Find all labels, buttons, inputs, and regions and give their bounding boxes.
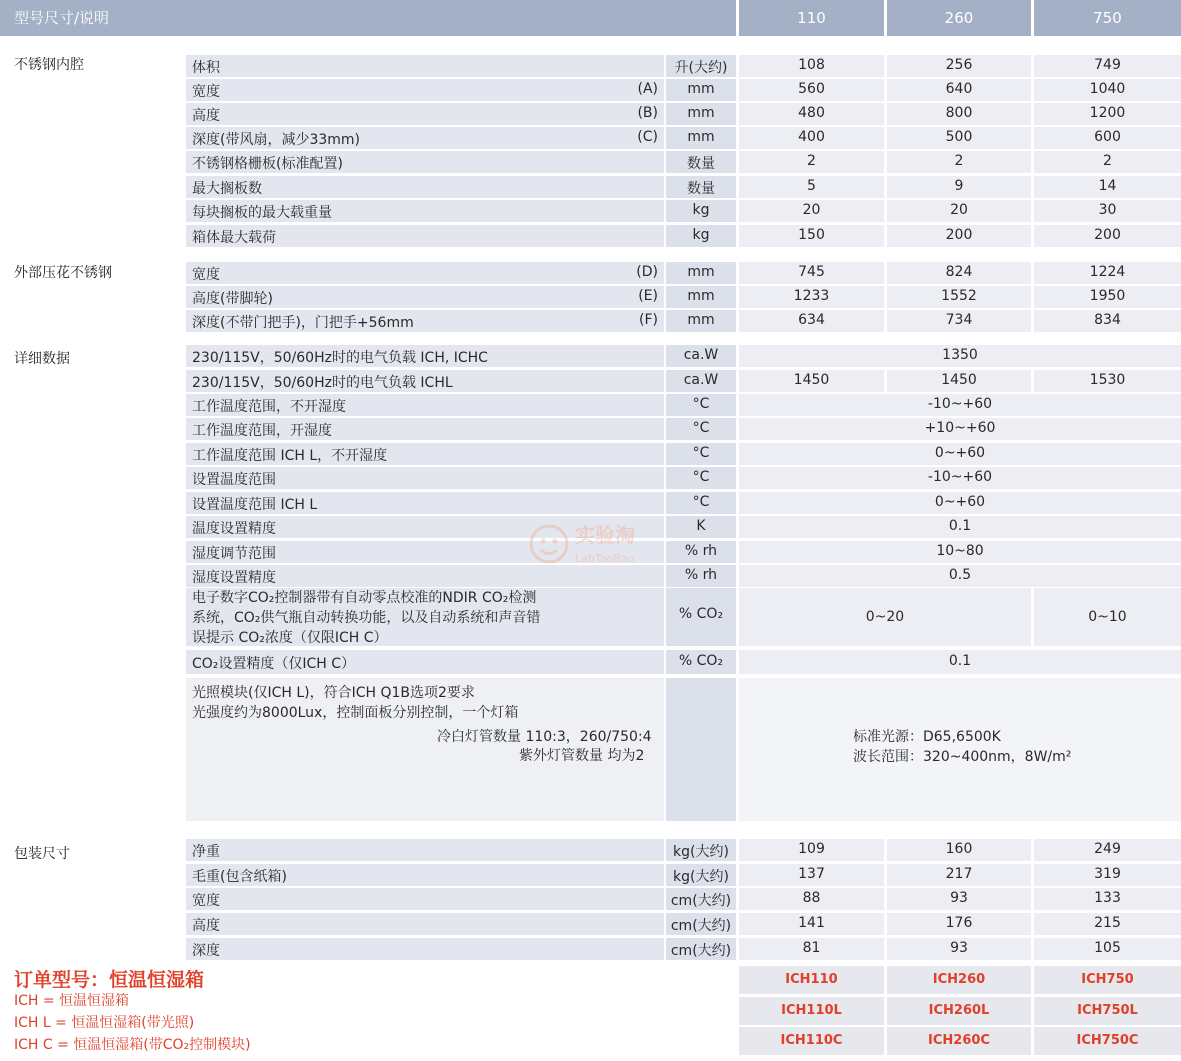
row-value-t2: +10~+60 [924, 420, 996, 436]
row-value-grid-110: 2 [807, 153, 816, 169]
row-label-volume: 体积 [192, 60, 220, 76]
row-unit-net: kg(大约) [673, 844, 729, 860]
row-label-net: 净重 [192, 844, 220, 860]
row-value-ext_depth-260: 734 [945, 312, 973, 328]
row-value-gross-260: 217 [945, 866, 973, 882]
light-line4: 紫外灯管数量 均为2 [519, 748, 645, 764]
watermark-text-cn: 实验淘 [575, 523, 635, 547]
co2acc-value: 0.1 [948, 653, 972, 669]
order-code-2-1: ICH260C [887, 1027, 1031, 1055]
order-code-1-1: ICH260L [887, 997, 1031, 1025]
row-value-shelves-750: 14 [1098, 178, 1117, 194]
row-value-power1: 1350 [942, 347, 978, 363]
row-unit-pdepth: cm(大约) [670, 943, 732, 959]
row-value-pwidth-110: 88 [802, 890, 821, 906]
row-ref-ext_height: (E) [638, 288, 658, 304]
order-code-1-2: ICH750L [1034, 997, 1181, 1025]
row-label-t3: 工作温度范围 ICH L，不开湿度 [192, 448, 388, 464]
row-value-ext_depth-750: 834 [1094, 312, 1121, 328]
row-unit-t2: °C [692, 420, 710, 436]
labtaobao-watermark-logo [527, 512, 677, 572]
row-unit-h1: % rh [684, 543, 718, 559]
co2-label-line3: 误提示 CO₂浓度（仅限ICH C） [192, 630, 388, 646]
light-line3: 冷白灯管数量 110:3，260/750:4 [437, 729, 652, 745]
row-value-grid-260: 2 [954, 153, 964, 169]
row-value-t6: 0.1 [948, 518, 972, 534]
row-value-shelf_load-750: 30 [1098, 202, 1117, 218]
co2-unit: % CO₂ [678, 606, 724, 622]
row-unit-t4: °C [692, 469, 710, 485]
row-unit-t3: °C [692, 445, 710, 461]
row-unit-t1: °C [692, 396, 710, 412]
order-code-0-1: ICH260 [887, 966, 1031, 994]
co2acc-label: CO₂设置精度（仅ICH C） [192, 656, 356, 672]
section-exterior: 外部压花不锈钢 [14, 265, 112, 281]
row-label-h1: 湿度调节范围 [192, 546, 276, 562]
header-model-260: 260 [944, 9, 974, 27]
row-value-net-750: 249 [1094, 841, 1121, 857]
row-bg-pwidth [186, 888, 664, 910]
order-code-2-2: ICH750C [1034, 1027, 1181, 1055]
light-right1: 标准光源：D65,6500K [853, 729, 1001, 745]
co2-value-750: 0~10 [1088, 609, 1127, 625]
row-unit-depth: mm [687, 129, 715, 145]
row-label-gross: 毛重(包含纸箱) [192, 869, 287, 885]
row-value-pdepth-260: 93 [950, 940, 968, 956]
row-value-ext_width-260: 824 [945, 264, 973, 280]
row-unit-t6: K [696, 518, 706, 534]
row-label-ext_depth: 深度(不带门把手)，门把手+56mm [192, 315, 414, 331]
row-bg-pheight [186, 913, 664, 935]
row-unit-pheight: cm(大约) [670, 918, 732, 934]
row-unit-max_load: kg [692, 227, 710, 243]
row-label-t4: 设置温度范围 [192, 472, 276, 488]
row-label-ext_height: 高度(带脚轮) [192, 291, 273, 307]
row-value-shelf_load-260: 20 [950, 202, 968, 218]
row-value-pheight-260: 176 [945, 915, 973, 931]
row-label-pdepth: 深度 [192, 943, 220, 959]
row-unit-power2: ca.W [683, 372, 719, 388]
row-unit-t5: °C [692, 494, 710, 510]
row-ref-ext_depth: (F) [639, 312, 658, 328]
co2-label-line2: 系统，CO₂供气瓶自动转换功能，以及自动系统和声音错 [192, 610, 541, 626]
order-line-ichc: ICH C = 恒温恒湿箱(带CO₂控制模块) [14, 1037, 251, 1053]
row-value-gross-750: 319 [1094, 866, 1121, 882]
row-bg-pdepth [186, 938, 664, 960]
light-unit-bg [666, 678, 736, 821]
row-label-power1: 230/115V，50/60Hz时的电气负载 ICH, ICHC [192, 350, 488, 366]
row-unit-power1: ca.W [683, 347, 719, 363]
section-details: 详细数据 [14, 351, 70, 367]
watermark-text-en: LabTaoBao [575, 552, 635, 565]
row-unit-ext_width: mm [687, 264, 715, 280]
row-value-pdepth-110: 81 [802, 940, 821, 956]
row-value-ext_height-260: 1552 [941, 288, 977, 304]
row-label-t2: 工作温度范围，开湿度 [192, 423, 332, 439]
row-value-volume-750: 749 [1094, 57, 1121, 73]
light-right2: 波长范围：320~400nm，8W/m² [853, 749, 1072, 765]
row-value-power2-260: 1450 [941, 372, 977, 388]
row-value-pwidth-260: 93 [950, 890, 968, 906]
order-line-ich: ICH = 恒温恒湿箱 [14, 993, 130, 1009]
row-label-width: 宽度 [192, 84, 220, 100]
row-unit-gross: kg(大约) [673, 869, 729, 885]
co2acc-unit: % CO₂ [678, 653, 724, 669]
row-label-height: 高度 [192, 108, 220, 124]
row-value-t5: 0~+60 [934, 494, 986, 510]
row-value-h1: 10~80 [936, 543, 984, 559]
row-bg-height [186, 103, 664, 125]
row-value-ext_depth-110: 634 [798, 312, 825, 328]
row-value-ext_height-750: 1950 [1089, 288, 1126, 304]
row-value-gross-110: 137 [798, 866, 825, 882]
row-value-width-260: 640 [945, 81, 973, 97]
row-label-t1: 工作温度范围，不开湿度 [192, 399, 346, 415]
light-line2: 光强度约为8000Lux，控制面板分别控制，一个灯箱 [192, 705, 519, 721]
row-label-h2: 湿度设置精度 [192, 570, 276, 586]
row-unit-ext_depth: mm [687, 312, 715, 328]
row-value-height-110: 480 [798, 105, 825, 121]
row-unit-height: mm [687, 105, 715, 121]
header-title: 型号尺寸/说明 [14, 9, 110, 27]
row-value-max_load-110: 150 [798, 227, 825, 243]
row-value-pheight-750: 215 [1094, 915, 1121, 931]
order-code-0-2: ICH750 [1034, 966, 1181, 994]
light-line1: 光照模块(仅ICH L)，符合ICH Q1B选项2要求 [192, 685, 475, 701]
row-unit-pwidth: cm(大约) [670, 893, 732, 909]
row-unit-shelf_load: kg [692, 202, 710, 218]
row-value-height-260: 800 [945, 105, 973, 121]
row-unit-grid: 数量 [687, 156, 715, 172]
row-label-power2: 230/115V，50/60Hz时的电气负载 ICHL [192, 375, 453, 391]
order-line-ichl: ICH L = 恒温恒湿箱(带光照) [14, 1015, 195, 1031]
row-value-shelves-110: 5 [807, 178, 816, 194]
header-model-110: 110 [797, 9, 826, 27]
row-value-depth-750: 600 [1094, 129, 1121, 145]
row-unit-width: mm [687, 81, 715, 97]
row-value-width-110: 560 [798, 81, 825, 97]
row-label-max_load: 箱体最大载荷 [192, 230, 276, 246]
section-chamber: 不锈钢内腔 [14, 57, 84, 73]
row-label-pheight: 高度 [192, 918, 220, 934]
row-value-ext_width-750: 1224 [1089, 264, 1126, 280]
row-value-power2-110: 1450 [793, 372, 830, 388]
header-title-band [0, 0, 736, 36]
row-value-shelves-260: 9 [954, 178, 964, 194]
order-code-1-0: ICH110L [739, 997, 884, 1025]
row-unit-shelves: 数量 [687, 181, 715, 197]
row-unit-volume: 升(大约) [674, 60, 728, 76]
row-label-grid: 不锈钢格栅板(标准配置) [192, 156, 343, 172]
row-unit-ext_height: mm [687, 288, 715, 304]
row-bg-width [186, 79, 664, 101]
row-label-t6: 温度设置精度 [192, 521, 276, 537]
order-code-0-0: ICH110 [739, 966, 884, 994]
row-value-t3: 0~+60 [934, 445, 986, 461]
row-value-shelf_load-110: 20 [802, 202, 821, 218]
row-ref-ext_width: (D) [636, 264, 658, 280]
row-unit-h2: % rh [684, 567, 718, 583]
order-code-2-0: ICH110C [739, 1027, 884, 1055]
order-title: 订单型号：恒温恒湿箱 [14, 969, 205, 991]
row-value-power2-750: 1530 [1089, 372, 1126, 388]
row-value-h2: 0.5 [948, 567, 972, 583]
row-bg-net [186, 839, 664, 861]
row-ref-depth: (C) [637, 129, 658, 145]
row-ref-width: (A) [637, 81, 658, 97]
header-model-750: 750 [1093, 9, 1122, 27]
row-value-ext_width-110: 745 [798, 264, 825, 280]
row-label-t5: 设置温度范围 ICH L [192, 497, 318, 513]
row-value-volume-260: 256 [945, 57, 973, 73]
row-value-net-260: 160 [945, 841, 973, 857]
row-bg-ext_width [186, 262, 664, 284]
row-value-grid-750: 2 [1103, 153, 1112, 169]
row-value-max_load-750: 200 [1094, 227, 1121, 243]
section-packing: 包装尺寸 [14, 846, 70, 862]
row-value-max_load-260: 200 [945, 227, 973, 243]
row-value-volume-110: 108 [798, 57, 825, 73]
row-value-depth-260: 500 [945, 129, 973, 145]
row-value-width-750: 1040 [1089, 81, 1126, 97]
row-value-net-110: 109 [798, 841, 825, 857]
co2-value-110-260: 0~20 [865, 609, 905, 625]
row-value-depth-110: 400 [798, 129, 825, 145]
row-value-t4: -10~+60 [927, 469, 993, 485]
row-value-t1: -10~+60 [927, 396, 993, 412]
row-label-pwidth: 宽度 [192, 893, 220, 909]
row-label-depth: 深度(带风扇，减少33mm) [192, 132, 361, 148]
row-label-shelves: 最大搁板数 [192, 181, 262, 197]
row-bg-volume [186, 55, 664, 77]
row-label-shelf_load: 每块搁板的最大载重量 [192, 205, 332, 221]
row-value-ext_height-110: 1233 [793, 288, 830, 304]
row-ref-height: (B) [637, 105, 658, 121]
row-value-pdepth-750: 105 [1094, 940, 1121, 956]
row-value-pwidth-750: 133 [1094, 890, 1121, 906]
row-label-ext_width: 宽度 [192, 267, 220, 283]
row-value-height-750: 1200 [1089, 105, 1126, 121]
co2-label-line1: 电子数字CO₂控制器带有自动零点校准的NDIR CO₂检测 [192, 590, 537, 606]
row-value-pheight-110: 141 [798, 915, 825, 931]
